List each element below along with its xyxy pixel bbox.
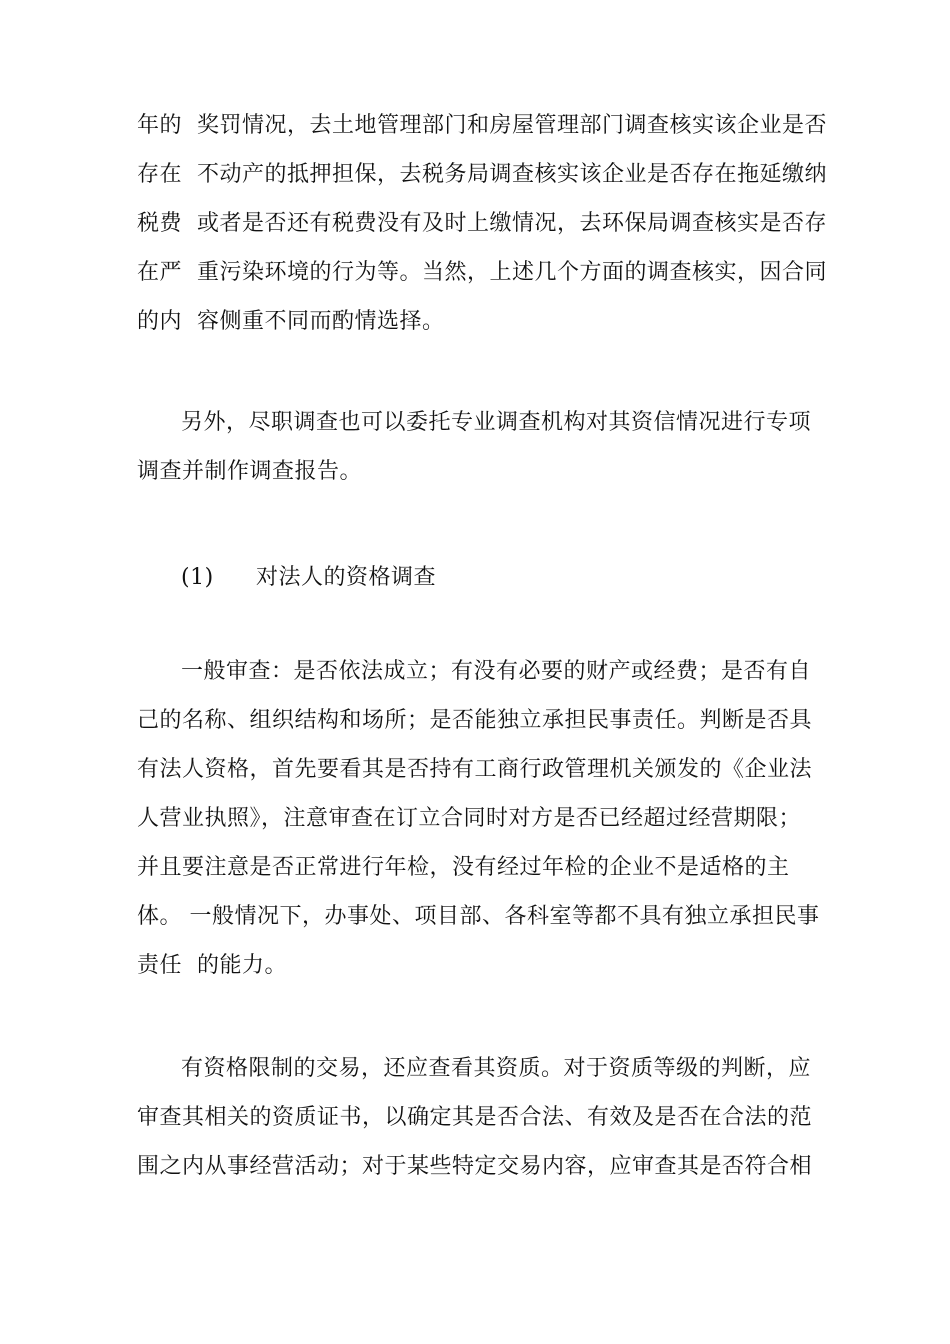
heading-line	[137, 553, 827, 602]
text-line: 年的 奖罚情况，去土地管理部门和房屋管理部门调查核实该企业是否	[137, 113, 827, 138]
section-heading	[137, 553, 827, 602]
text-line: 在严 重污染环境的行为等。当然，上述几个方面的调查核实，因合同	[137, 260, 827, 285]
heading-text: 对法人的资格调查	[256, 565, 437, 590]
paragraph-1	[137, 101, 827, 346]
text-line: 体。 一般情况下，办事处、项目部、各科室等都不具有独立承担民事	[137, 904, 820, 929]
text-line: 人营业执照》，注意审查在订立合同时对方是否已经超过经营期限；	[137, 806, 802, 831]
text-line: 存在 不动产的抵押担保，去税务局调查核实该企业是否存在拖延缴纳	[137, 162, 827, 187]
text-line: 己的名称、组织结构和场所；是否能独立承担民事责任。判断是否具	[137, 708, 813, 733]
paragraph-5	[137, 1044, 827, 1191]
text-line: 另外，尽职调查也可以委托专业调查机构对其资信情况进行专项	[181, 410, 812, 435]
paragraph-2	[137, 398, 827, 496]
text-line: 调查并制作调查报告。	[137, 459, 363, 484]
heading-number: (1)	[181, 565, 214, 590]
text-line: 有资格限制的交易，还应查看其资质。对于资质等级的判断，应	[181, 1056, 812, 1081]
text-line: 审查其相关的资质证书，以确定其是否合法、有效及是否在合法的范	[137, 1105, 813, 1130]
text-line: 一般审查：是否依法成立；有没有必要的财产或经费；是否有自	[181, 659, 812, 684]
text-line: 围之内从事经营活动；对于某些特定交易内容，应审查其是否符合相	[137, 1154, 813, 1179]
text-line: 税费 或者是否还有税费没有及时上缴情况，去环保局调查核实是否存	[137, 211, 827, 236]
text-line: 有法人资格，首先要看其是否持有工商行政管理机关颁发的《企业法	[137, 757, 813, 782]
paragraph-4	[137, 647, 827, 990]
text-line: 并且要注意是否正常进行年检，没有经过年检的企业不是适格的主	[137, 855, 790, 880]
text-line: 的内 容侧重不同而酌情选择。	[137, 309, 445, 334]
text-line: 责任 的能力。	[137, 953, 287, 978]
